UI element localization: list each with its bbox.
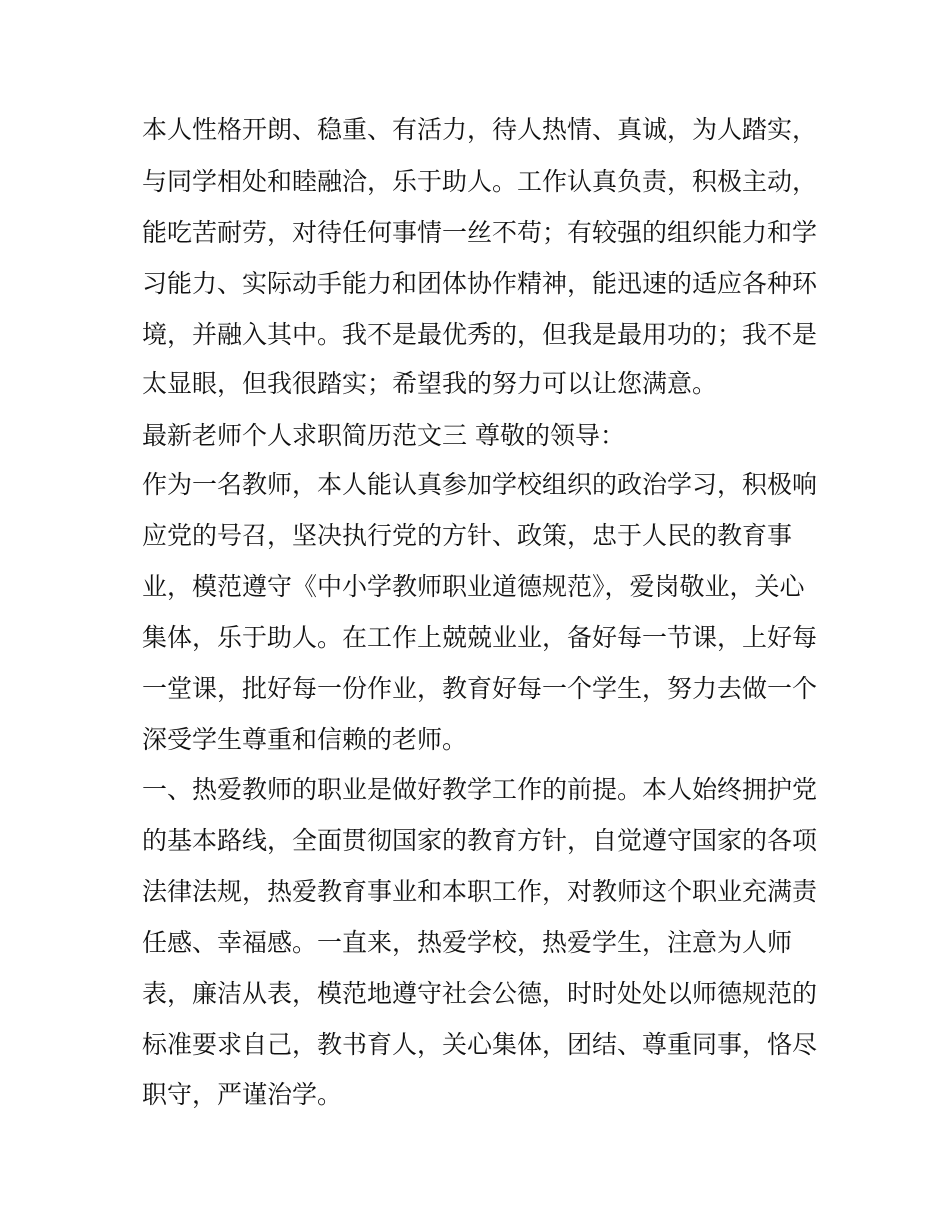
text-line: 业，模范遵守《中小学教师职业道德规范》，爱岗敬业，关心 bbox=[142, 572, 805, 601]
text-line: 一堂课，批好每一份作业，教育好每一个学生，努力去做一个 bbox=[142, 674, 818, 703]
text-line: 太显眼，但我很踏实；希望我的努力可以让您满意。 bbox=[142, 369, 718, 398]
text-line: 作为一名教师，本人能认真参加学校组织的政治学习，积极响 bbox=[142, 470, 818, 499]
text-line: 境，并融入其中。我不是最优秀的，但我是最用功的；我不是 bbox=[142, 320, 818, 349]
section-heading: 最新老师个人求职简历范文三 尊敬的领导： bbox=[142, 421, 625, 450]
text-line: 习能力、实际动手能力和团体协作精神，能迅速的适应各种环 bbox=[142, 269, 818, 298]
text-line: 职守，严谨治学。 bbox=[142, 1080, 343, 1109]
text-line: 深受学生尊重和信赖的老师。 bbox=[142, 725, 468, 754]
text-line: 一、热爱教师的职业是做好教学工作的前提。本人始终拥护党 bbox=[142, 775, 818, 804]
text-line: 应党的号召，坚决执行党的方针、政策，忠于人民的教育事 bbox=[142, 521, 793, 550]
text-line: 能吃苦耐劳，对待任何事情一丝不苟；有较强的组织能力和学 bbox=[142, 218, 818, 247]
text-line: 的基本路线，全面贯彻国家的教育方针，自觉遵守国家的各项 bbox=[142, 826, 818, 855]
text-line: 标准要求自己，教书育人，关心集体，团结、尊重同事，恪尽 bbox=[142, 1030, 818, 1059]
text-line: 法律法规，热爱教育事业和本职工作，对教师这个职业充满责 bbox=[142, 877, 818, 906]
text-line: 集体，乐于助人。在工作上兢兢业业，备好每一节课，上好每 bbox=[142, 623, 818, 652]
text-line: 表，廉洁从表，模范地遵守社会公德，时时处处以师德规范的 bbox=[142, 979, 818, 1008]
text-line: 本人性格开朗、稳重、有活力，待人热情、真诚，为人踏实， bbox=[142, 115, 818, 144]
text-line: 与同学相处和睦融洽，乐于助人。工作认真负责，积极主动， bbox=[142, 167, 818, 196]
text-line: 任感、幸福感。一直来，热爱学校，热爱学生，注意为人师 bbox=[142, 928, 793, 957]
